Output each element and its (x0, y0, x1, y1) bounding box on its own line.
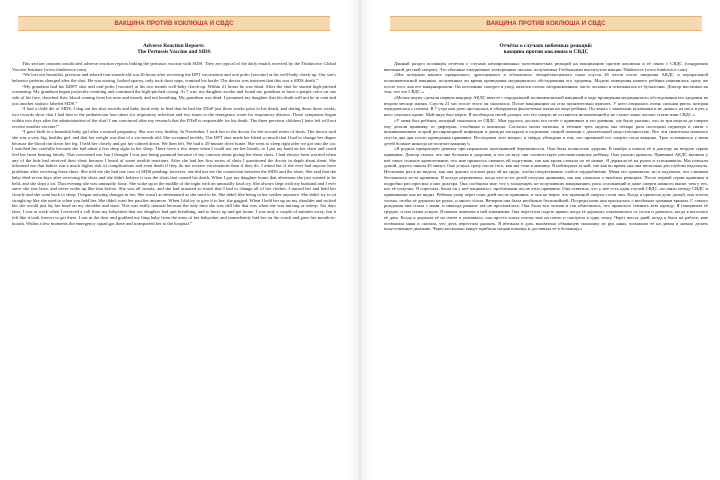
article-title: Отчёты о случаях побочных реакций: (499, 43, 593, 49)
paragraph: «Я родила прекрасную девочку при нормально протекавшей беременности. Она была полностью здорова. В ноябре я повела её к доктору на вторую серию прививок. Доктор сказал, что она большая и здоровая, и что по весу она соответствует шестимесячному ребёнку. Она ужасно кричала. Прививка АКДС вызвала у неё такое сильное кровотечение, что мне пришлось сменить ей подгузник, так как кровь стекала по её ножке. Я держала её на руках и успокаивала. Мы поехали домой, дорога заняла 45 минут. Она уснула сразу после того, как мы сели в машину. Я наблюдала за ней, так как во время сна она несколько раз глубоко вздохнула. Несколько раз я не видела, как она дышит, и клала руку ей на грудь, чтобы почувствовать слабое сердцебиение. Меня это тревожило, но я подумала, что слишком беспокоюсь из-за прививок. Я всегда переживала, когда кто-то из детей получал прививки, так как слышала о тяжёлых реакциях. После первой серии прививок я подробно расспросила о них доктора. Она сообщила мне, что у младенцев, не получивших вакцинацию, риск осложнений и даже смерти намного выше, чем у тех, кто её получил. Я спросила, были ли у неё пациенты с проблемами после этих прививок. Она ответила, что у неё есть один случай СВДС, но связи между СВДС и прививками она не видит. Ребёнок умер через семь дней после прививок, и она не верит, что причиной смерти стали они. Когда я привезла дочь домой, она хотела только, чтобы её держали на руках, и много спала. Вечером она была необычно беспокойной. Посреди ночи она проснулась с необычно громким криком. С самого рождения она спала с нами, и никогда раньше так не просыпалась. Она была вся потная и так обмочилась, что пришлось сменить всю одежду. Я покормила её грудью, и она снова уснула. Я начала замечать в ней изменения. Она перестала сидеть прямо, когда её держали, отказывалась от соски и давилась, когда я пыталась её дать. Когда я держала её на плече и укачивала, она просто клала голову мне на плечо и смотрела в одну точку. Через шесть дней, когда я была на работе, мне позвонила няня и сказала, что дочь перестала дышать. Я вбежала в дом, выхватила обмякшую малышку из рук няни, положила её на диван и начала делать искусственное дыхание. Через несколько минут прибыла скорая помощь и доставила её в больницу.» (384, 146, 708, 232)
page-header: ВАКЦИНА ПРОТИВ КОКЛЮША И СВДС (390, 16, 702, 31)
paragraph: “We lost our beautiful, precious and adored four-month-old son 26 hours after receiving the DPT vaccination and oral polio [vaccine] at his well-baby check-up. Our son's behavior patterns changed after the shot. He was staring, looked spacey, only took short naps, vomited his bottle. The doctor was insistent that this was a SIDS death.” (12, 72, 336, 83)
paragraph: “I gave birth to a beautiful baby girl after a normal pregnancy. She was very healthy. In November, I took her to the doctor for her second series of shots. The doctor said she was a very big, healthy girl, and that her weight was that of a six-month-old. She screamed terribly. The DPT shot made her bleed so much that I had to change her diaper because the blood ran down her leg. I held her closely and got her calmed down. We then left. We had a 45-minute drive home. She went to sleep right after we got into the car. I watched her carefully because she had taken a few deep sighs in her sleep. There were a few times when I could not see her breath, so I put my hand on her chest and could feel her heart beating faintly. This concerned me, but I thought I was just being paranoid because of my concern about giving her these shots. I had always been worried when any of the kids had received their shots because I heard of some terrible reactions. After she had her first series of shots I questioned the doctor in depth about them. She informed me that babies run a much higher risk of complications and even death if they do not receive vaccinations than if they do. I asked her if she ever had anyone have problems after receiving these shots. She told me she had one case of SIDS pending; however, she did not see the connection between the SIDS and the shots. She said that the baby died seven days after receiving the shots and she didn't believe it was the shots that caused his death. When I got my daughter home that afternoon she just wanted to be held, and she slept a lot. That evening she was unusually fussy. She woke up in the middle of the night with an unusually loud cry. She always slept with my husband and I ever since she was born, and never woke up like that before. She was all sweaty, and she had urinated so much that I had to change all of her clothes. I nursed her and held her closely and she went back to sleep. I began noticing changes in her. She wasn't as determined as she used to be. She didn't like being in her walker anymore. She didn't try to sit straight up like she used to when you held her. She didn't want her pacifier anymore. When I did try to give it to her, she gagged. When I held her up on my shoulder and rocked her she would just lay her head on my shoulder and stare. This was really unusual because the only time she was still like that was when she was nursing or asleep. Six days later, I was at work when I received a call from my babysitter that our daughter had quit breathing, and to hurry up and get home. I was only a couple of minutes away, but it felt like it took forever to get there. I ran in the door and grabbed my limp baby from the arms of her babysitter and immediately laid her on the couch and gave her mouth-to-mouth. Within a few moments the emergency squad got there and transported her to the hospital.” (12, 129, 336, 226)
article-subtitle: вакцина против коклюша и СВДС (503, 49, 589, 56)
paragraph: “My grandson had his IsDPT shot and oral polio [vaccine] at his two month well-baby check-up. Within 21 hours he was dead. After the shot he started high-pitched screaming. My grandson began projectile vomiting and continued the high-pitched crying. At 7 a.m. my daughter awoke and found my grandson to have a purple color on one side of his face, clenched fists, blood coming from his nose and mouth, and not breathing. My grandson was dead. I promised my daughter that his death will not be in vain and just another statistic labeled SIDS.” (12, 83, 336, 106)
article-subtitle: The Pertussis Vaccine and SIDS (137, 49, 211, 56)
paragraph: «У меня был ребёнок, который скончался от СВДС. Мне удалось достать его отчёт о прививках и его дневник, где было указано, что за три недели до смерти ему делали прививку от дифтерии, столбняка и коклюша. Согласно моим записям, в течение трёх недель мы четыре раза посещали педиатра в связи с возникновением острой респираторной инфекции и дважды попадали в отделение скорой помощи с дыхательной недостаточностью. Все эти симптомы начались спустя два дня после проведения прививки. Исследовав этот вопрос, я твёрдо убеждена в том, что причиной его смерти стала вакцина. Трое оставшихся у меня детей больше никогда не получат вакцину!» (384, 117, 708, 146)
book-gutter (348, 0, 372, 480)
article-body (12, 61, 336, 226)
page-header: ВАКЦИНА ПРОТИВ КОКЛЮША И СВДС (18, 16, 330, 31)
paragraph: “I had a child die of SIDS. I dug out his shot records and baby book only to find that he had the DTaP just three weeks prior to his death, and during those three weeks, two records show that I had him to the pediatrician four times for respiratory infection and two times to the emergency room for respiratory distress. These symptoms began within two days after the administration of the shot! I am convinced after my research that the DTaP is responsible for his death. The three previous children I have left will not receive another vaccine!” (12, 106, 336, 129)
article-title: Adverse Reaction Reports: (143, 43, 205, 49)
left-page (0, 0, 348, 480)
paragraph: «Мы потеряли нашего прекрасного, драгоценного и обожаемого четырёхмесячного сына спустя 26 часов после введения АКДС и пероральной полиомиелитной вакцины, полученных во время проведения медицинского обследования его здоровья. Модель поведения нашего ребёнка изменилась сразу же после того, как его вакцинировали. Он постоянно смотрел в упор, казался слегка заторможенным, часто засыпал и отказывался от бутылочки. Доктор настаивал на том, что это СВДС.» (384, 72, 708, 95)
paragraph: This section contains unsolicited adverse reaction reports linking the pertussis vaccine with SIDS. They are typical of the daily emails received by the Thinktwice Global Vaccine Institute (www.thinktwice.com). (12, 60, 336, 72)
right-page (372, 0, 720, 480)
paragraph: Данный раздел посвящён отчётам о случаях незапрошенных патогенических реакций на вакцинацию против коклюша и её связи с СВДС (синдромом внезапной детской смерти). Это обычные ежедневные электронные письма, получаемые Глобальным институтом вакцин Thinktwice (www.thinktwice.com). (384, 60, 708, 72)
article-body (384, 61, 708, 232)
paragraph: «Моему внуку сделали первую вакцину АКДС вместе с пероральной полиомиелитной вакциной в ходе проведения медицинского обследования его здоровья во втором месяце жизни. Спустя 21 час после этого он скончался. После вакцинации он стал пронзительно кричать. У него открылась очень сильная рвота, которая чередовалась с плачем. В 7 утра моя дочь проснулась и обнаружила фиолетовые пятна на лице ребёнка. Он лежал с зажатыми кулачками и не дышал, из носа и рта у него сочилась кровь. Мой внук был мёртв. Я пообещала своей дочери, что его смерть не останется незамеченной и не станет лишь частью статистики СВДС.» (384, 95, 709, 118)
